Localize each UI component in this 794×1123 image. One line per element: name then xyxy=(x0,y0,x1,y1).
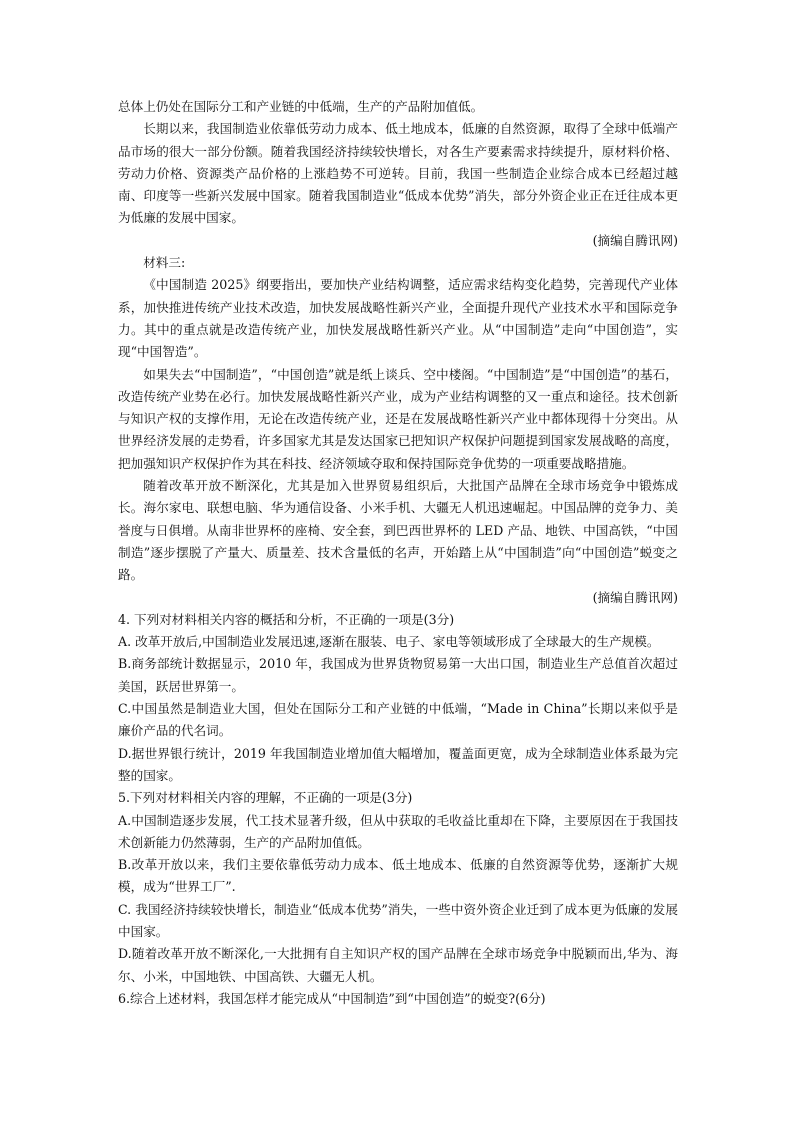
question-5-option-d: D.随着改革开放不断深化,一大批拥有自主知识产权的国产品牌在全球市场竞争中脱颖而出,华为、海尔、小米，中国地铁、中国高铁、大疆无人机。 xyxy=(118,946,678,984)
question-5-option-c: C. 我国经济持续较快增长，制造业“低成本优势”消失，一些中资外资企业迁到了成本更为低廉的发展中国家。 xyxy=(118,901,678,939)
question-4 xyxy=(118,609,678,787)
material-3-heading: 材料三: xyxy=(143,255,186,271)
document-page xyxy=(118,96,678,1010)
question-4-option-c: C.中国虽然是制造业大国，但处在国际分工和产业链的中低端，“Made in China”长期以来似乎是廉价产品的代名词。 xyxy=(118,701,678,739)
question-5 xyxy=(118,787,678,988)
source-note-1: (摘编自腾讯网) xyxy=(592,232,678,248)
question-4-option-d: D.据世界银行统计，2019 年我国制造业增加值大幅增加，覆盖面更宽，成为全球制造业体系最为完整的国家。 xyxy=(118,745,678,783)
material-3-paragraph-2: 如果失去“中国制造”，“中国创造”就是纸上谈兵、空中楼阁。“中国制造”是“中国创造”的基石，改造传统产业势在必行。加快发展战略性新兴产业，成为产业结构调整的又一重点和途径。技术创新与知识产权的支撑作用，无论在改造传统产业，还是在发展战略性新兴产业中都体现得十分突出。从世界经济发展的走势看，许多国家尤其是发达国家已把知识产权保护问题提到国家发展战略的高度，把加强知识产权保护作为其在科技、经济领域夺取和保持国际竞争优势的一项重要战略措施。 xyxy=(118,366,678,471)
material-3-paragraph-1: 《中国制造 2025》纲要指出，要加快产业结构调整，适应需求结构变化趋势，完善现代产业体系，加快推进传统产业技术改造，加快发展战略性新兴产业，全面提升现代产业技术水平和国际竞争力。其中的重点就是改造传统产业，加快发展战略性新兴产业。从“中国制造”走向“中国创造”，实现“中国智造”。 xyxy=(118,277,678,360)
question-6-stem: 6.综合上述材料，我国怎样才能完成从“中国制造”到“中国创造”的蜕变?(6分) xyxy=(118,990,546,1006)
question-5-stem: 5.下列对材料相关内容的理解，不正确的一项是(3分) xyxy=(118,790,413,806)
question-5-option-a: A.中国制造逐步发展，代工技术显著升级，但从中获取的毛收益比重却在下降，主要原因在于我国技术创新能力仍然薄弱，生产的产品附加值低。 xyxy=(118,812,678,850)
paragraph-cost: 长期以来，我国制造业依靠低劳动力成本、低土地成本，低廉的自然资源，取得了全球中低端产品市场的很大一部分份额。随着我国经济持续较快增长，对各生产要素需求持续提升，原材料价格、劳动力价格、资源类产品价格的上涨趋势不可逆转。目前，我国一些制造企业综合成本已经超过越南、印度等一些新兴发展中国家。随着我国制造业“低成本优势”消失，部分外资企业正在迁往成本更为低廉的发展中国家。 xyxy=(118,121,678,226)
question-6 xyxy=(118,988,678,1010)
question-4-option-b: B.商务部统计数据显示，2010 年，我国成为世界货物贸易第一大出口国，制造业生产总值首次超过美国，跃居世界第一。 xyxy=(118,656,678,694)
question-5-option-b: B.改革开放以来，我们主要依靠低劳动力成本、低土地成本、低廉的自然资源等优势，逐渐扩大规模，成为“世界工厂”. xyxy=(118,857,678,895)
intro-tail: 总体上仍处在国际分工和产业链的中低端，生产的产品附加值低。 xyxy=(118,99,484,114)
material-3-paragraph-3: 随着改革开放不断深化，尤其是加入世界贸易组织后，大批国产品牌在全球市场竞争中锻炼成长。海尔家电、联想电脑、华为通信设备、小米手机、大疆无人机迅速崛起。中国品牌的竞争力、美誉度与日俱增。从南非世界杯的座椅、安全套，到巴西世界杯的 LED 产品、地铁、中国高铁，“中国制造”逐步摆脱了产量大、质量差、技术含量低的名声，开始踏上从“中国制造”向“中国创造”蜕变之路。 xyxy=(118,478,678,583)
question-4-stem: 4. 下列对材料相关内容的概括和分析，不正确的一项是(3分) xyxy=(118,611,455,627)
question-4-option-a: A. 改革开放后,中国制造业发展迅速,逐渐在服装、电子、家电等领域形成了全球最大的生产规模。 xyxy=(118,634,660,650)
source-note-2: (摘编自腾讯网) xyxy=(592,589,678,605)
